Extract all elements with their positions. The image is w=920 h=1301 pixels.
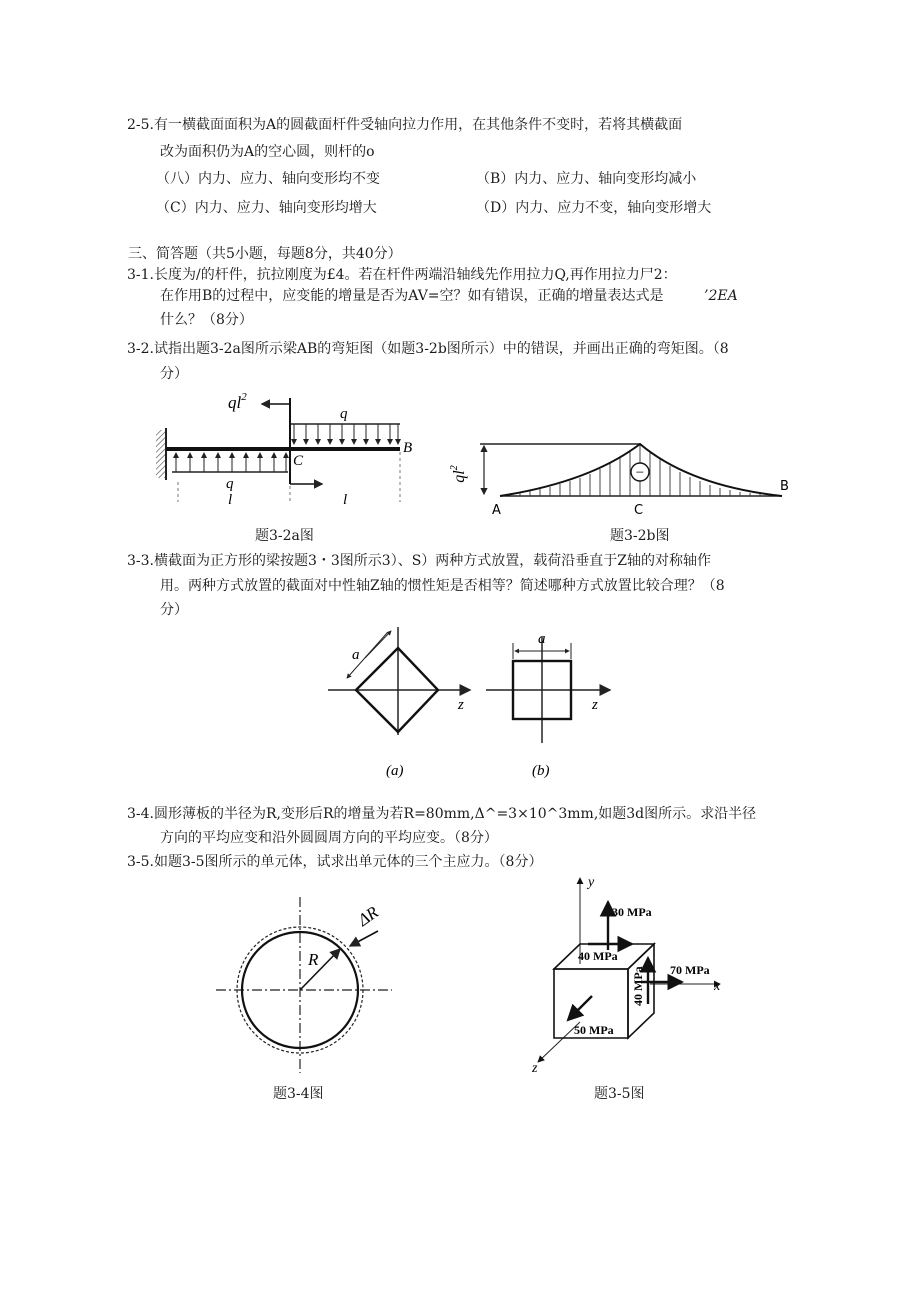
q31-line2-tail: ’2EA: [704, 288, 738, 304]
sign-minus: −: [635, 465, 645, 481]
axis-x: x: [714, 979, 721, 994]
q25-option-b: （B）内力、应力、轴向变形均减小: [476, 171, 697, 187]
fixed-wall: [156, 430, 166, 478]
label-l1: l: [228, 492, 233, 508]
axis-z: z: [532, 1061, 538, 1076]
figure-3-2a: [150, 390, 420, 510]
stress-50: 50 MPa: [574, 1023, 614, 1037]
label-a: A: [492, 503, 501, 518]
q33-line1: 3-3.横截面为正方形的梁按题3・3图所示3）、S）两种方式放置，载荷沿垂直于Z轴的对称轴作: [127, 553, 712, 569]
q25-option-d: （D）内力、应力不变，轴向变形增大: [476, 200, 712, 216]
q31-line1: 3-1.长度为/的杆件，抗拉刚度为£4。若在杆件两端沿轴线先作用拉力Q,再作用拉力尸2：: [127, 267, 677, 283]
q25-option-c: （C）内力、应力、轴向变形均增大: [156, 200, 377, 216]
q25-option-a: （八）内力、应力、轴向变形均不变: [156, 171, 380, 187]
figure-3-3: [320, 615, 620, 790]
axis-y: y: [588, 875, 595, 890]
q31-line3: 什么？（8分）: [160, 312, 253, 328]
figure-3-2b: [440, 430, 800, 520]
fig-3-2b-caption: 题3-2b图: [610, 528, 670, 544]
axis-z-b: z: [592, 697, 598, 713]
dim-a-square: a: [538, 631, 546, 647]
label-q-upper: q: [340, 406, 348, 422]
stress-40-side: 40 MPa: [631, 966, 645, 1006]
label-r: R: [308, 950, 319, 969]
q31-line2: 在作用B的过程中，应变能的增量是否为AV=空？如有错误，正确的增量表达式是: [160, 288, 664, 304]
axis-z-a: z: [458, 697, 464, 713]
fig-3-5-caption: 题3-5图: [594, 1086, 645, 1102]
q34-line2: 方向的平均应变和沿外圆圆周方向的平均应变。（8分）: [160, 830, 498, 846]
stress-70: 70 MPa: [670, 963, 710, 977]
q25-line1: 2-5.有一横截面面积为A的圆截面杆件受轴向拉力作用，在其他条件不变时，若将其横截面: [127, 117, 683, 133]
fig-3-4-caption: 题3-4图: [273, 1086, 324, 1102]
label-c: C: [634, 503, 644, 518]
label-b: B: [780, 479, 789, 494]
q33-line2: 用。两种方式放置的截面对中性轴Z轴的惯性矩是否相等？简述哪种方式放置比较合理？（8: [160, 578, 725, 594]
stress-40-top: 40 MPa: [578, 949, 618, 963]
q25-line2: 改为面积仍为A的空心圆，则杆的o: [160, 144, 375, 160]
dim-a-diamond: a: [352, 647, 360, 663]
label-l2: l: [343, 492, 348, 508]
label-b-fig: (b): [532, 763, 550, 779]
label-ql2-vertical: $ql^2$: [449, 465, 468, 483]
q33-line3: 分）: [160, 602, 188, 618]
q32-line2: 分）: [160, 366, 188, 382]
q35-line1: 3-5.如题3-5图所示的单元体，试求出单元体的三个主应力。（8分）: [127, 854, 543, 870]
label-delta-r: ΔR: [354, 902, 382, 930]
label-a-fig: (a): [386, 763, 404, 779]
q32-line1: 3-2.试指出题3-2a图所示梁AB的弯矩图（如题3-2b图所示）中的错误，并画出正确的弯矩图。（8: [127, 341, 729, 357]
figure-3-4: [210, 885, 400, 1075]
figure-3-5: [530, 872, 740, 1076]
label-q-lower: q: [226, 476, 234, 492]
label-ql2: $ql^2$: [228, 391, 247, 412]
label-c: C: [293, 453, 304, 469]
q34-line1: 3-4.圆形薄板的半径为R,变形后R的增量为若R=80mm,Δ^=3×10^3mm,如题3d图所示。求沿半径: [127, 806, 757, 822]
stress-30: 30 MPa: [612, 905, 652, 919]
label-b: B: [403, 440, 413, 456]
section-title: 三、简答题（共5小题，每题8分，共40分）: [128, 246, 402, 262]
fig-3-2a-caption: 题3-2a图: [255, 528, 314, 544]
